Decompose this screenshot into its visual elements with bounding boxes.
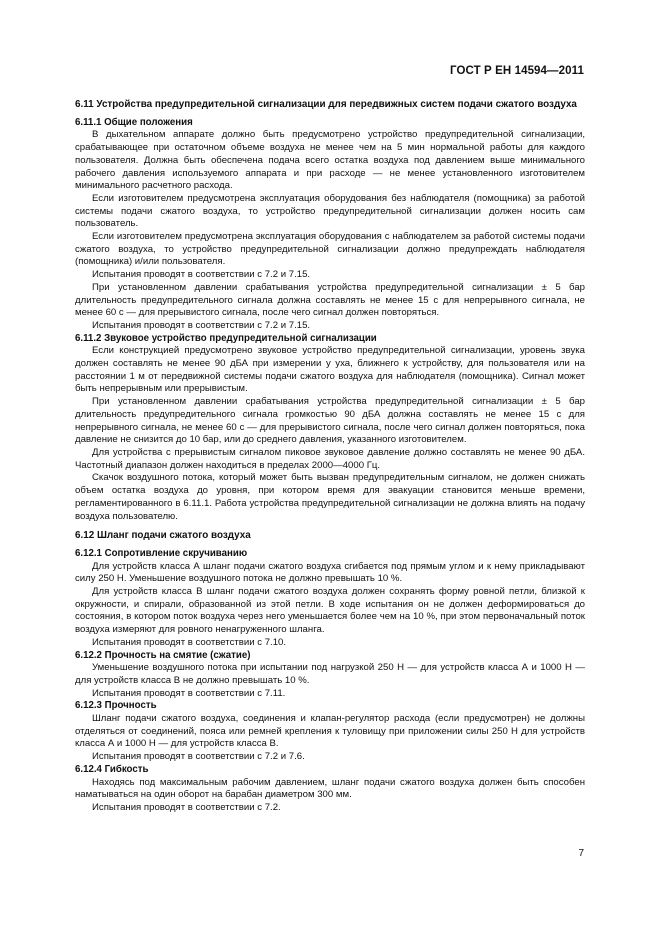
paragraph: Испытания проводят в соответствии с 7.2. bbox=[92, 801, 281, 813]
paragraph: Если изготовителем предусмотрена эксплуатация оборудования с наблюдателем за работой системы подачи сжатого воздуха, то устройство предупредительной сигнализации должно предупреждать наблюдателя (помощника) и/или пользователя. bbox=[75, 231, 585, 268]
paragraph: Испытания проводят в соответствии с 7.11. bbox=[92, 687, 286, 699]
paragraph: При установленном давлении срабатывания устройства предупредительной сигнализации ± 5 бар длительность предупредительного сигнала громкостью 90 дБА должна составлять не менее 15 с для непрерывного сигнала, не менее 60 с — для прерывистого сигнала, после чего сигнал должен повторяться, пока давление не снизится до 10 бар, или до среднего давления, указанного изготовителем. bbox=[75, 396, 585, 446]
page-number: 7 bbox=[578, 848, 584, 859]
subsection-heading-6-11-1: 6.11.1 Общие положения bbox=[75, 116, 193, 128]
subsection-heading-6-11-2: 6.11.2 Звуковое устройство предупредительной сигнализации bbox=[75, 332, 377, 344]
paragraph: Испытания проводят в соответствии с 7.2 и 7.6. bbox=[92, 751, 305, 763]
subsection-heading-6-12-2: 6.12.2 Прочность на смятие (сжатие) bbox=[75, 649, 251, 661]
paragraph: Уменьшение воздушного потока при испытании под нагрузкой 250 Н — для устройств класса А и 1000 Н — для устройств класса В не должно превышать 10 %. bbox=[75, 662, 585, 686]
paragraph: Находясь под максимальным рабочим давлением, шланг подачи сжатого воздуха должен быть способен наматываться на один оборот на барабан диаметром 300 мм. bbox=[75, 776, 585, 801]
paragraph: Для устройства с прерывистым сигналом пиковое звуковое давление должно составлять не менее 90 дБА. Частотный диапазон должен находиться в пределах 2000—4000 Гц. bbox=[75, 446, 585, 471]
subsection-heading-6-12-4: 6.12.4 Гибкость bbox=[75, 763, 149, 775]
paragraph: В дыхательном аппарате должно быть предусмотрено устройство предупредительной сигнализации, срабатывающее при остаточном объеме воздуха не менее чем на 5 мин нормальной работы для каждого пользователя. Должна быть обеспечена подача всего остатка воздуха под давлением выше минимального рабочего давления используемого аппарата и при расходе — не менее установленного изготовителем минимального расчетного расхода. bbox=[75, 129, 585, 192]
paragraph: Скачок воздушного потока, который может быть вызван предупредительным сигналом, не должен снижать объем остатка воздуха до уровня, при котором время для эвакуации становится меньше времени, регламентированного в 6.11.1. Работа устройства предупредительной сигнализации не должна влиять на подачу воздуха пользователю. bbox=[75, 472, 585, 522]
paragraph: Испытания проводят в соответствии с 7.2 и 7.15. bbox=[92, 319, 311, 331]
paragraph: При установленном давлении срабатывания устройства предупредительной сигнализации ± 5 бар длительность предупредительного сигнала должна составлять не менее 15 с для непрерывного сигнала, не менее 60 с — для прерывистого сигнала, после чего сигнал должен повторяться. bbox=[75, 281, 585, 319]
paragraph: Если изготовителем предусмотрена эксплуатация оборудования без наблюдателя (помощника) за работой системы подачи сжатого воздуха, то устройство предупредительной сигнализации должен носить сам пользователь. bbox=[75, 192, 585, 230]
subsection-heading-6-12-1: 6.12.1 Сопротивление скручиванию bbox=[75, 547, 248, 559]
paragraph: Если конструкцией предусмотрено звуковое устройство предупредительной сигнализации, уровень звука должен составлять не менее 90 дБА при измерении у уха, ближнего к устройству, для пользователя или на расстоянии 1 м от передвижной системы подачи сжатого воздуха для наблюдателя (помощника). Сигнал может быть непрерывным или прерывистым. bbox=[75, 345, 585, 395]
section-heading-6-12: 6.12 Шланг подачи сжатого воздуха bbox=[75, 530, 251, 542]
paragraph: Для устройств класса В шланг подачи сжатого воздуха должен сохранять форму ровной петли, близкой к окружности, и спирали, образованной из этой петли. В ходе испытания он не должен деформироваться до состояния, в котором поток воздуха через него уменьшается более чем на 10 %, при этом первоначальный поток воздуха измеряют для ровного ненагруженного шланга. bbox=[75, 586, 585, 636]
document-body bbox=[75, 99, 585, 815]
paragraph: Испытания проводят в соответствии с 7.10. bbox=[92, 636, 287, 648]
section-heading-6-11: 6.11 Устройства предупредительной сигнализации для передвижных систем подачи сжатого воздуха bbox=[75, 99, 577, 110]
paragraph: Шланг подачи сжатого воздуха, соединения и клапан-регулятор расхода (если предусмотрен) не должны отделяться от соединений, пояса или ремней крепления к туловищу при приложении силы 250 Н для устройств класса А и 1000 Н — для устройств класса В. bbox=[75, 713, 585, 750]
document-header: ГОСТ Р ЕН 14594—2011 bbox=[449, 65, 584, 77]
paragraph: Для устройств класса А шланг подачи сжатого воздуха сгибается под прямым углом и к нему прикладывают силу 250 Н. Уменьшение воздушного потока не должно превышать 10 %. bbox=[75, 560, 585, 585]
paragraph: Испытания проводят в соответствии с 7.2 и 7.15. bbox=[92, 269, 311, 281]
subsection-heading-6-12-3: 6.12.3 Прочность bbox=[75, 700, 157, 712]
